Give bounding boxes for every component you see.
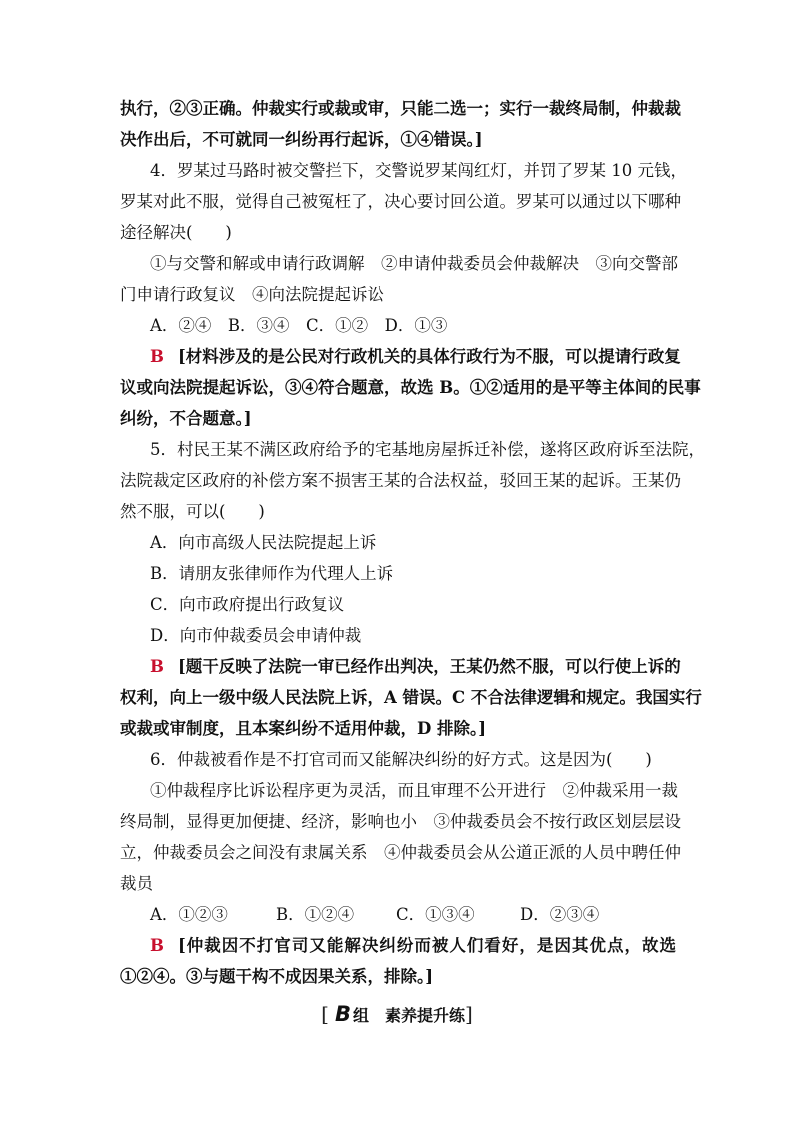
answer-label: B: [150, 347, 164, 366]
question-5-option-a: A．向市高级人民法院提起上诉: [150, 533, 377, 552]
section-label: 组 素养提升练: [353, 1006, 466, 1025]
question-5-stem: 然不服，可以( ): [120, 502, 265, 521]
answer-label: B: [150, 657, 164, 676]
section-header: [0, 1002, 794, 1028]
question-4-stem: 4．罗某过马路时被交警拦下，交警说罗某闯红灯，并罚了罗某 10 元钱，: [150, 161, 687, 180]
question-4-stem: 罗某对此不服，觉得自己被冤枉了，决心要讨回公道。罗某可以通过以下哪种: [120, 192, 681, 211]
question-5-explanation: 或裁或审制度，且本案纠纷不适用仲裁，D 排除。]: [120, 719, 487, 738]
question-6-option-c: C．①③④: [396, 905, 475, 924]
question-5-stem: 5．村民王某不满区政府给予的宅基地房屋拆迁补偿，遂将区政府诉至法院，: [150, 440, 705, 459]
question-6-option-a: A．①②③: [150, 905, 228, 924]
question-5-stem: 法院裁定区政府的补偿方案不损害王某的合法权益，驳回王某的起诉。王某仍: [120, 471, 681, 490]
question-4-options: A．②④ B．③④ C．①② D．①③: [150, 316, 448, 335]
question-4-items: ①与交警和解或申请行政调解 ②申请仲裁委员会仲裁解决 ③向交警部: [150, 254, 678, 273]
question-6-option-b: B．①②④: [276, 905, 355, 924]
question-6-items: 立，仲裁委员会之间没有隶属关系 ④仲裁委员会从公道正派的人员中聘任仲: [120, 843, 681, 862]
question-5-option-c: C．向市政府提出行政复议: [150, 595, 345, 614]
question-5-option-b: B．请朋友张律师作为代理人上诉: [150, 564, 394, 583]
right-bracket: ]: [465, 1002, 473, 1026]
question-5-explanation: 权利，向上一级中级人民法院上诉，A 错误。C 不合法律逻辑和规定。我国实行: [120, 688, 702, 707]
question-6-option-d: D．②③④: [520, 905, 600, 924]
question-4-explanation: 纠纷，不合题意。]: [120, 409, 252, 428]
section-letter: B: [334, 1002, 351, 1026]
question-5-explanation: [150, 656, 681, 678]
explanation-text: [仲裁因不打官司又能解决纠纷而被人们看好，是因其优点，故选: [177, 936, 676, 955]
question-4-items: 门申请行政复议 ④向法院提起诉讼: [120, 285, 384, 304]
question-6-items: ①仲裁程序比诉讼程序更为灵活，而且审理不公开进行 ②仲裁采用一裁: [150, 781, 678, 800]
question-4-explanation: 议或向法院提起诉讼，③④符合题意，故选 B。①②适用的是平等主体间的民事: [120, 378, 701, 397]
explanation-text: [材料涉及的是公民对行政机关的具体行政行为不服，可以提请行政复: [177, 347, 681, 366]
explanation-text: [题干反映了法院一审已经作出判决，王某仍然不服，可以行使上诉的: [177, 657, 681, 676]
question-6-options: [150, 904, 676, 926]
prev-explanation-line: 决作出后，不可就同一纠纷再行起诉，①④错误。]: [120, 130, 483, 149]
question-6-explanation: [150, 935, 676, 957]
answer-label: B: [150, 936, 164, 955]
question-6-items: 终局制，显得更加便捷、经济，影响也小 ③仲裁委员会不按行政区划层层设: [120, 812, 681, 831]
question-4-explanation: [150, 346, 681, 368]
question-4-stem: 途径解决( ): [120, 223, 232, 242]
question-5-option-d: D．向市仲裁委员会申请仲裁: [150, 626, 362, 645]
question-6-explanation: ①②④。③与题干构不成因果关系，排除。]: [120, 967, 434, 986]
question-6-stem: 6．仲裁被看作是不打官司而又能解决纠纷的好方式。这是因为( ): [150, 750, 652, 769]
prev-explanation-line: 执行，②③正确。仲裁实行或裁或审，只能二选一；实行一裁终局制，仲裁裁: [120, 99, 681, 118]
question-6-items: 裁员: [120, 874, 153, 893]
left-bracket: [: [321, 1002, 329, 1026]
